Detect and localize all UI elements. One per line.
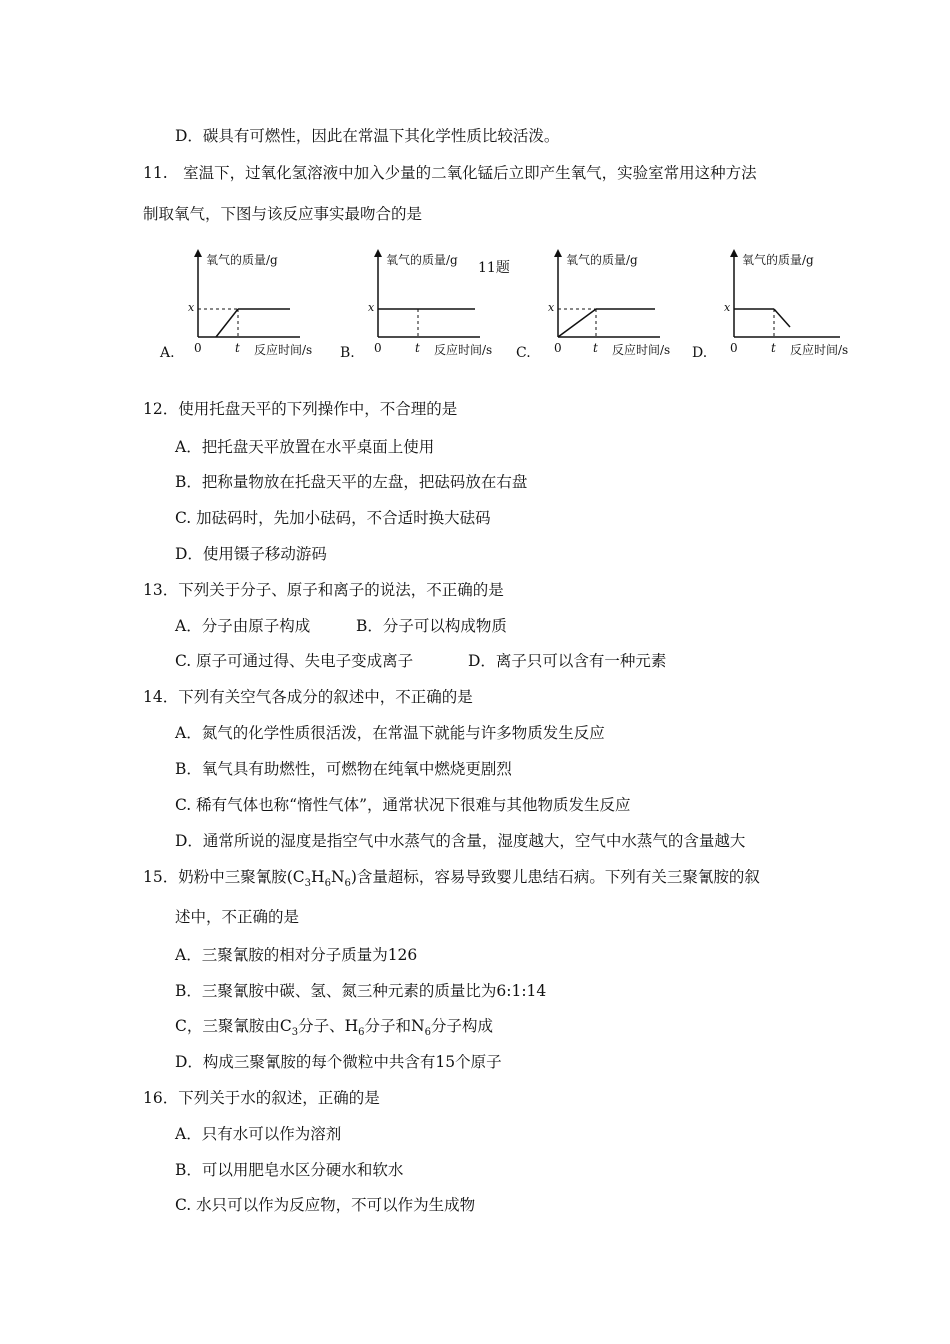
graph-d-option-label: D.: [692, 345, 708, 361]
q11-graph-a: [150, 245, 320, 370]
graph-d-origin: 0: [730, 341, 738, 355]
q11-stem-line1: 11. 室温下，过氧化氢溶液中加入少量的二氧化锰后立即产生氧气，实验室常用这种方法: [143, 164, 757, 182]
graph-b-x-tick: x: [368, 301, 375, 314]
graph-c-origin: 0: [554, 341, 562, 355]
q10-option-d: D．碳具有可燃性，因此在常温下其化学性质比较活泼。: [175, 127, 560, 145]
q14-option-d: D．通常所说的湿度是指空气中水蒸气的含量，湿度越大，空气中水蒸气的含量越大: [175, 832, 746, 850]
q13-stem: 13．下列关于分子、原子和离子的说法，不正确的是: [143, 581, 504, 599]
q11-stem-line2: 制取氧气，下图与该反应事实最吻合的是: [143, 205, 423, 223]
q12-option-b: B．把称量物放在托盘天平的左盘，把砝码放在右盘: [175, 473, 528, 491]
graph-d-x-tick: x: [724, 301, 731, 314]
q12-stem: 12．使用托盘天平的下列操作中，不合理的是: [143, 400, 458, 418]
q14-stem: 14．下列有关空气各成分的叙述中，不正确的是: [143, 688, 473, 706]
q12-option-d: D．使用镊子移动游码: [175, 545, 327, 563]
q11-figure-tag: 11题: [478, 260, 510, 276]
q13-option-b: B．分子可以构成物质: [356, 617, 507, 635]
graph-c-option-label: C.: [516, 345, 531, 361]
graph-a-x-tick: x: [188, 301, 195, 314]
graph-a-ylabel: 氧气的质量/g: [206, 253, 278, 267]
q14-option-b: B．氧气具有助燃性，可燃物在纯氧中燃烧更剧烈: [175, 760, 512, 778]
q15-option-b: B．三聚氰胺中碳、氢、氮三种元素的质量比为6:1:14: [175, 982, 547, 1000]
graph-d-t-tick: t: [771, 341, 776, 355]
graph-b-xlabel: 反应时间/s: [434, 343, 493, 357]
graph-d-xlabel: 反应时间/s: [790, 343, 849, 357]
q12-option-c: C. 加砝码时，先加小砝码，不合适时换大砝码: [175, 509, 491, 527]
q15-option-d: D．构成三聚氰胺的每个微粒中共含有15个原子: [175, 1053, 502, 1071]
graph-a-option-label: A.: [160, 345, 175, 361]
graph-b-ylabel: 氧气的质量/g: [386, 253, 458, 267]
graph-c-t-tick: t: [593, 341, 598, 355]
q13-option-c: C. 原子可通过得、失电子变成离子: [175, 652, 414, 670]
graph-b-t-tick: t: [415, 341, 420, 355]
q15-option-a: A．三聚氰胺的相对分子质量为126: [175, 946, 418, 964]
q11-graph-d: [690, 245, 860, 370]
q13-option-a: A．分子由原子构成: [175, 617, 311, 635]
q11-graph-c: [510, 245, 680, 370]
graph-a-t-tick: t: [235, 341, 240, 355]
q16-option-b: B．可以用肥皂水区分硬水和软水: [175, 1161, 404, 1179]
q16-stem: 16．下列关于水的叙述，正确的是: [143, 1089, 380, 1107]
graph-c-x-tick: x: [548, 301, 555, 314]
graph-a-xlabel: 反应时间/s: [254, 343, 313, 357]
graph-b-origin: 0: [374, 341, 382, 355]
q16-option-a: A．只有水可以作为溶剂: [175, 1125, 342, 1143]
graph-a-origin: 0: [194, 341, 202, 355]
graph-c-ylabel: 氧气的质量/g: [566, 253, 638, 267]
graph-b-option-label: B.: [340, 345, 355, 361]
q14-option-a: A．氮气的化学性质很活泼，在常温下就能与许多物质发生反应: [175, 724, 605, 742]
graph-d-ylabel: 氧气的质量/g: [742, 253, 814, 267]
graph-c-xlabel: 反应时间/s: [612, 343, 671, 357]
q11-graph-b: [330, 245, 500, 370]
q13-option-d: D．离子只可以含有一种元素: [468, 652, 667, 670]
q15-stem-line2: 述中，不正确的是: [175, 908, 300, 926]
melamine-formula: $C_3H_6N_6$: [292, 868, 351, 890]
q15-stem-line1: 15．奶粉中三聚氰胺$(C_3H_6N_6)$含量超标，容易导致婴儿患结石病。下列有关三聚氰胺的叙: [143, 868, 760, 890]
q11-graphs: [150, 245, 870, 370]
q15-option-c: C，三聚氰胺由$C_3$分子、$H_6$分子和$N_6$分子构成: [175, 1017, 493, 1039]
q16-option-c: C. 水只可以作为反应物，不可以作为生成物: [175, 1196, 476, 1214]
q12-option-a: A．把托盘天平放置在水平桌面上使用: [175, 438, 435, 456]
q14-option-c: C. 稀有气体也称“惰性气体”，通常状况下很难与其他物质发生反应: [175, 796, 631, 814]
